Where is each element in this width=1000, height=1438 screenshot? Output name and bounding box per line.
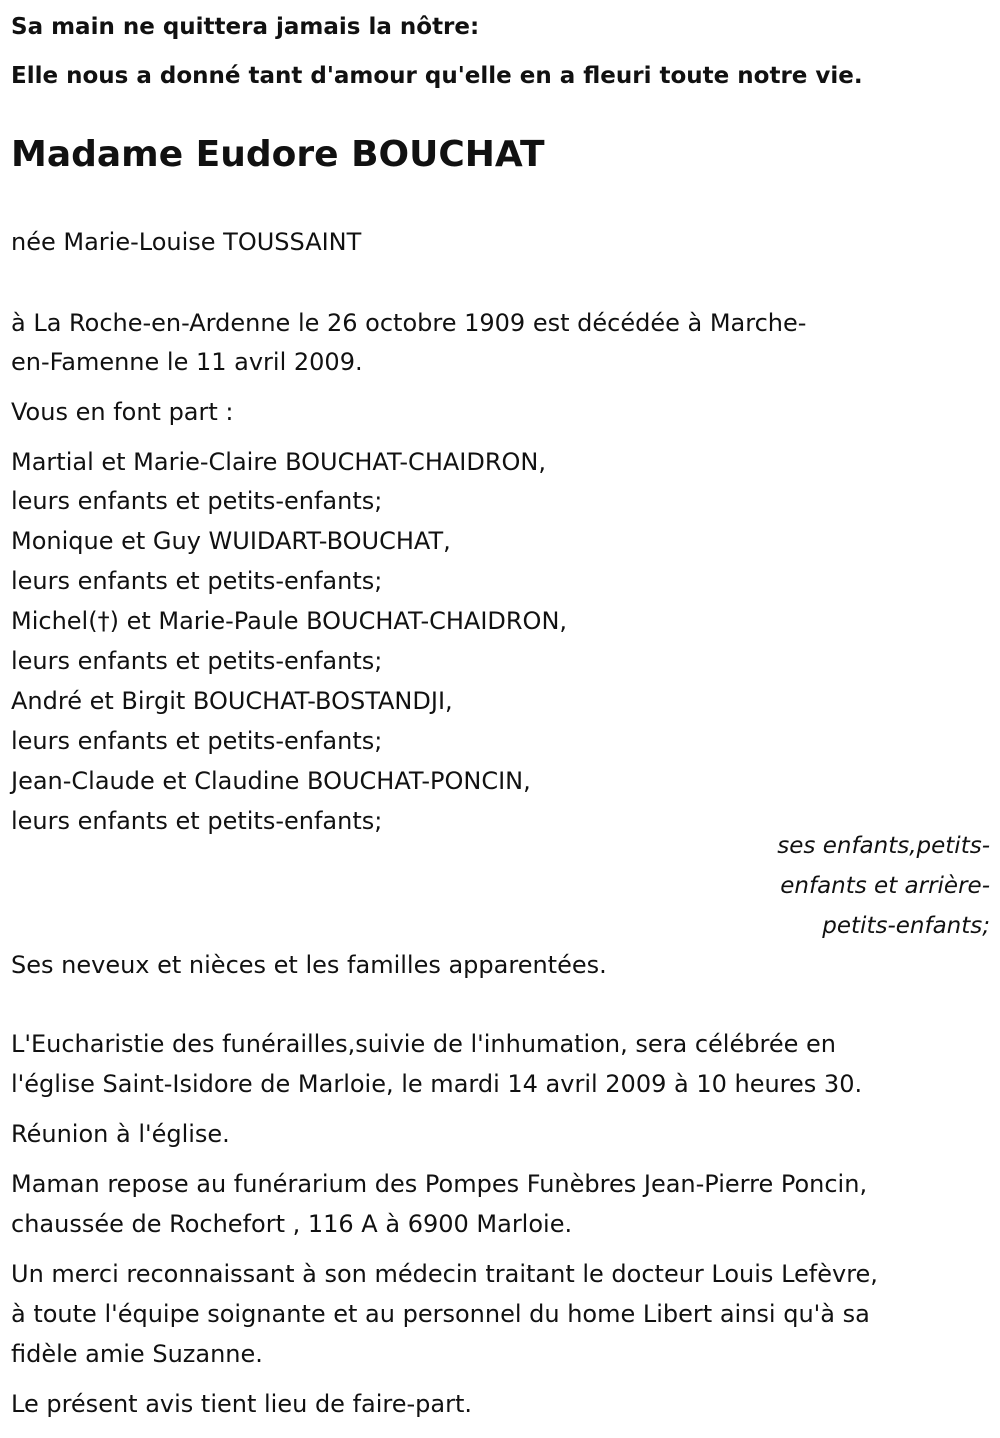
family-children-1: leurs enfants et petits-enfants;: [11, 487, 383, 515]
family-children-4: leurs enfants et petits-enfants;: [11, 727, 383, 755]
ceremony-line-2: l'église Saint-Isidore de Marloie, le mardi 14 avril 2009 à 10 heures 30.: [11, 1070, 863, 1098]
meeting-line: Réunion à l'église.: [11, 1120, 230, 1148]
dates-line-2: en-Famenne le 11 avril 2009.: [11, 348, 363, 376]
birth-name: née Marie-Louise TOUSSAINT: [11, 228, 362, 256]
intro-line-2: Elle nous a donné tant d'amour qu'elle en a fleuri toute notre vie.: [11, 63, 863, 89]
relatives-line: Ses neveux et nièces et les familles apparentées.: [11, 951, 607, 979]
thanks-line-2: à toute l'équipe soignante et au personnel du home Libert ainsi qu'à sa: [11, 1300, 870, 1328]
announcement: Vous en font part :: [11, 398, 234, 426]
summary-line-1: ses enfants,petits-: [777, 833, 990, 859]
thanks-line-1: Un merci reconnaissant à son médecin traitant le docteur Louis Lefèvre,: [11, 1260, 878, 1288]
thanks-line-3: fidèle amie Suzanne.: [11, 1340, 263, 1368]
family-name-4: André et Birgit BOUCHAT-BOSTANDJI,: [11, 687, 453, 715]
deceased-name: Madame Eudore BOUCHAT: [11, 134, 545, 175]
dates-line-1: à La Roche-en-Ardenne le 26 octobre 1909 est décédée à Marche-: [11, 309, 807, 337]
summary-line-2: enfants et arrière-: [780, 873, 990, 899]
family-children-2: leurs enfants et petits-enfants;: [11, 567, 383, 595]
rest-line-2: chaussée de Rochefort , 116 A à 6900 Marloie.: [11, 1210, 573, 1238]
ceremony-line-1: L'Eucharistie des funérailles,suivie de l'inhumation, sera célébrée en: [11, 1030, 836, 1058]
family-children-5: leurs enfants et petits-enfants;: [11, 807, 383, 835]
rest-line-1: Maman repose au funérarium des Pompes Funèbres Jean-Pierre Poncin,: [11, 1170, 868, 1198]
family-name-2: Monique et Guy WUIDART-BOUCHAT,: [11, 527, 451, 555]
family-children-3: leurs enfants et petits-enfants;: [11, 647, 383, 675]
intro-line-1: Sa main ne quittera jamais la nôtre:: [11, 14, 480, 40]
summary-line-3: petits-enfants;: [822, 913, 990, 939]
closing-line: Le présent avis tient lieu de faire-part.: [11, 1390, 473, 1418]
family-name-3: Michel(†) et Marie-Paule BOUCHAT-CHAIDRON,: [11, 607, 568, 635]
family-name-5: Jean-Claude et Claudine BOUCHAT-PONCIN,: [11, 767, 531, 795]
family-name-1: Martial et Marie-Claire BOUCHAT-CHAIDRON,: [11, 448, 546, 476]
